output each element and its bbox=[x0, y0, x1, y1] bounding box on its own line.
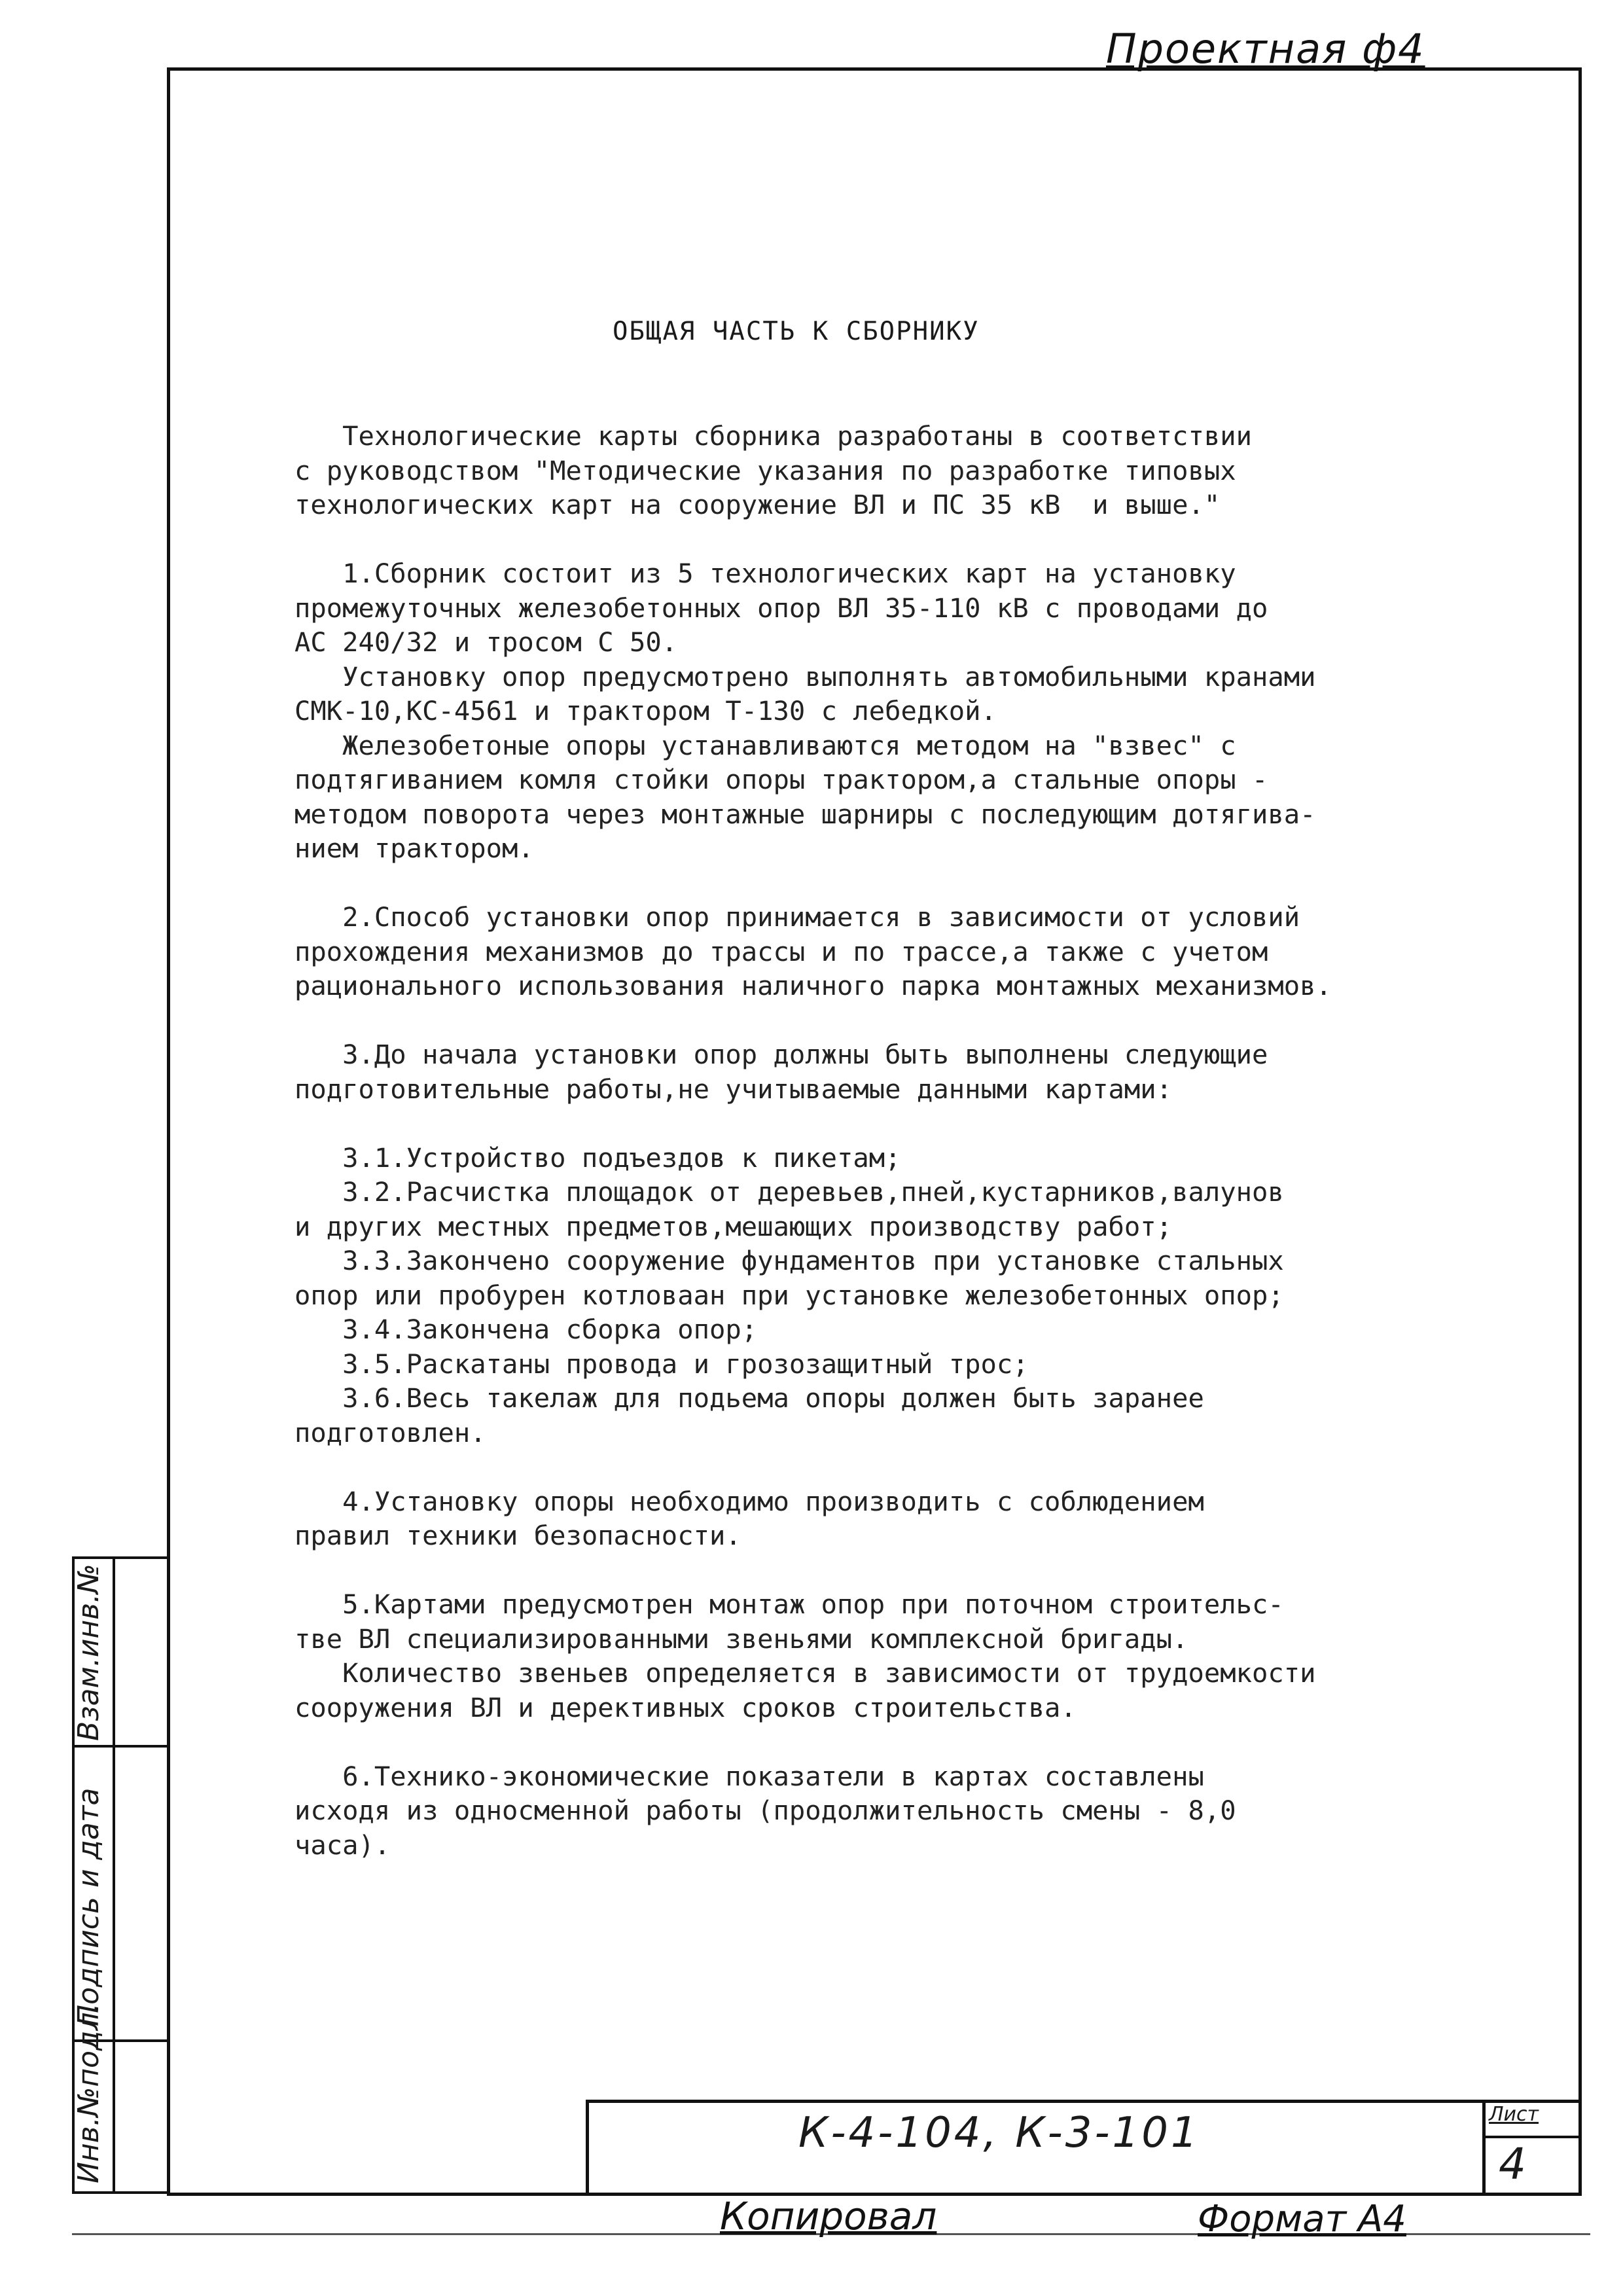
body-line: Технологические карты сборника разработаны в соответствии bbox=[294, 420, 1252, 452]
body-line: СМК-10,КС-4561 и трактором Т-130 с лебедкой. bbox=[294, 695, 997, 726]
blank-line bbox=[294, 522, 1577, 557]
sheet-number: 4 bbox=[1499, 2139, 1526, 2189]
body-line: 3.3.Закончено сооружение фундаментов при установке стальных bbox=[294, 1245, 1284, 1276]
body-line: сооружения ВЛ и дерективных сроков строительства. bbox=[294, 1691, 1077, 1723]
document-title: ОБЩАЯ ЧАСТЬ К СБОРНИКУ bbox=[613, 317, 980, 346]
body-line: Железобетоные опоры устанавливаются методом на "взвес" с bbox=[294, 729, 1236, 761]
body-line: 2.Способ установки опор принимается в зависимости от условий bbox=[294, 901, 1300, 933]
title-block-divider bbox=[1482, 2103, 1486, 2193]
body-line: 1.Сборник состоит из 5 технологических карт на установку bbox=[294, 558, 1236, 589]
body-line: 3.5.Раскатаны провода и грозозащитный трос; bbox=[294, 1348, 1029, 1380]
body-line: 6.Технико-экономические показатели в картах составлены bbox=[294, 1760, 1204, 1792]
body-line: 3.1.Устройство подъездов к пикетам; bbox=[294, 1141, 901, 1174]
copied-by-label: Копировал bbox=[720, 2194, 937, 2238]
body-line: технологических карт на сооружение ВЛ и ПС 35 кВ и выше." bbox=[294, 489, 1221, 520]
body-line: промежуточных железобетонных опор ВЛ 35-110 кВ с проводами до bbox=[294, 592, 1268, 624]
body-line: 3.До начала установки опор должны быть выполнены следующие bbox=[294, 1039, 1268, 1070]
blank-line bbox=[294, 1553, 1577, 1588]
body-line: подготовлен. bbox=[294, 1416, 486, 1448]
project-form-label: Проектная ф4 bbox=[1106, 25, 1425, 73]
side-stamp-divider bbox=[113, 1559, 115, 2191]
blank-line bbox=[294, 1003, 1577, 1038]
inventory-number-label: Инв.№подл. bbox=[72, 2003, 105, 2183]
body-line: прохождения механизмов до трассы и по трассе,а также с учетом bbox=[294, 935, 1268, 967]
document-body bbox=[294, 419, 1577, 1862]
body-line: 3.4.Закончена сборка опор; bbox=[294, 1314, 758, 1345]
body-line: 3.2.Расчистка площадок от деревьев,пней,кустарников,валунов bbox=[294, 1176, 1284, 1208]
format-label: Формат А4 bbox=[1198, 2198, 1406, 2240]
body-line: 4.Установку опоры необходимо производить с соблюдением bbox=[294, 1485, 1204, 1517]
signature-date-label: Подпись и дата bbox=[72, 1787, 105, 2026]
body-line: Количество звеньев определяется в зависимости от трудоемкости bbox=[294, 1657, 1316, 1689]
blank-line bbox=[294, 866, 1577, 901]
document-code: К-4-104, К-3-101 bbox=[798, 2109, 1200, 2157]
blank-line bbox=[294, 1106, 1577, 1141]
sheet-label: Лист bbox=[1489, 2103, 1539, 2126]
body-line: подготовительные работы,не учитываемые данными картами: bbox=[294, 1073, 1173, 1105]
body-line: АС 240/32 и тросом С 50. bbox=[294, 626, 678, 658]
body-line: исходя из односменной работы (продолжительность смены - 8,0 bbox=[294, 1795, 1236, 1826]
body-line: нием трактором. bbox=[294, 833, 534, 864]
body-line: Установку опор предусмотрено выполнять автомобильными кранами bbox=[294, 660, 1316, 692]
replacement-inventory-label: Взам.инв.№ bbox=[72, 1564, 105, 1741]
blank-line bbox=[294, 1450, 1577, 1484]
body-line: 5.Картами предусмотрен монтаж опор при поточном строительс- bbox=[294, 1588, 1284, 1620]
body-line: опор или пробурен котловаан при установке железобетонных опор; bbox=[294, 1279, 1284, 1311]
body-line: с руководством "Методические указания по разработке типовых bbox=[294, 454, 1236, 486]
title-block-row-divider bbox=[1482, 2136, 1582, 2138]
body-line: рационального использования наличного парка монтажных механизмов. bbox=[294, 970, 1332, 1001]
side-stamp-row-divider bbox=[75, 1745, 170, 1748]
body-line: тве ВЛ специализированными звеньями комплексной бригады. bbox=[294, 1623, 1188, 1655]
body-line: и других местных предметов,мешающих производству работ; bbox=[294, 1210, 1173, 1242]
body-line: правил техники безопасности. bbox=[294, 1520, 741, 1551]
blank-line bbox=[294, 1725, 1577, 1759]
body-line: подтягиванием комля стойки опоры трактором,а стальные опоры - bbox=[294, 764, 1268, 795]
body-line: методом поворота через монтажные шарниры с последующим дотягива- bbox=[294, 798, 1316, 830]
body-line: 3.6.Весь такелаж для подьема опоры должен быть заранее bbox=[294, 1382, 1204, 1414]
body-line: часа). bbox=[294, 1829, 391, 1861]
